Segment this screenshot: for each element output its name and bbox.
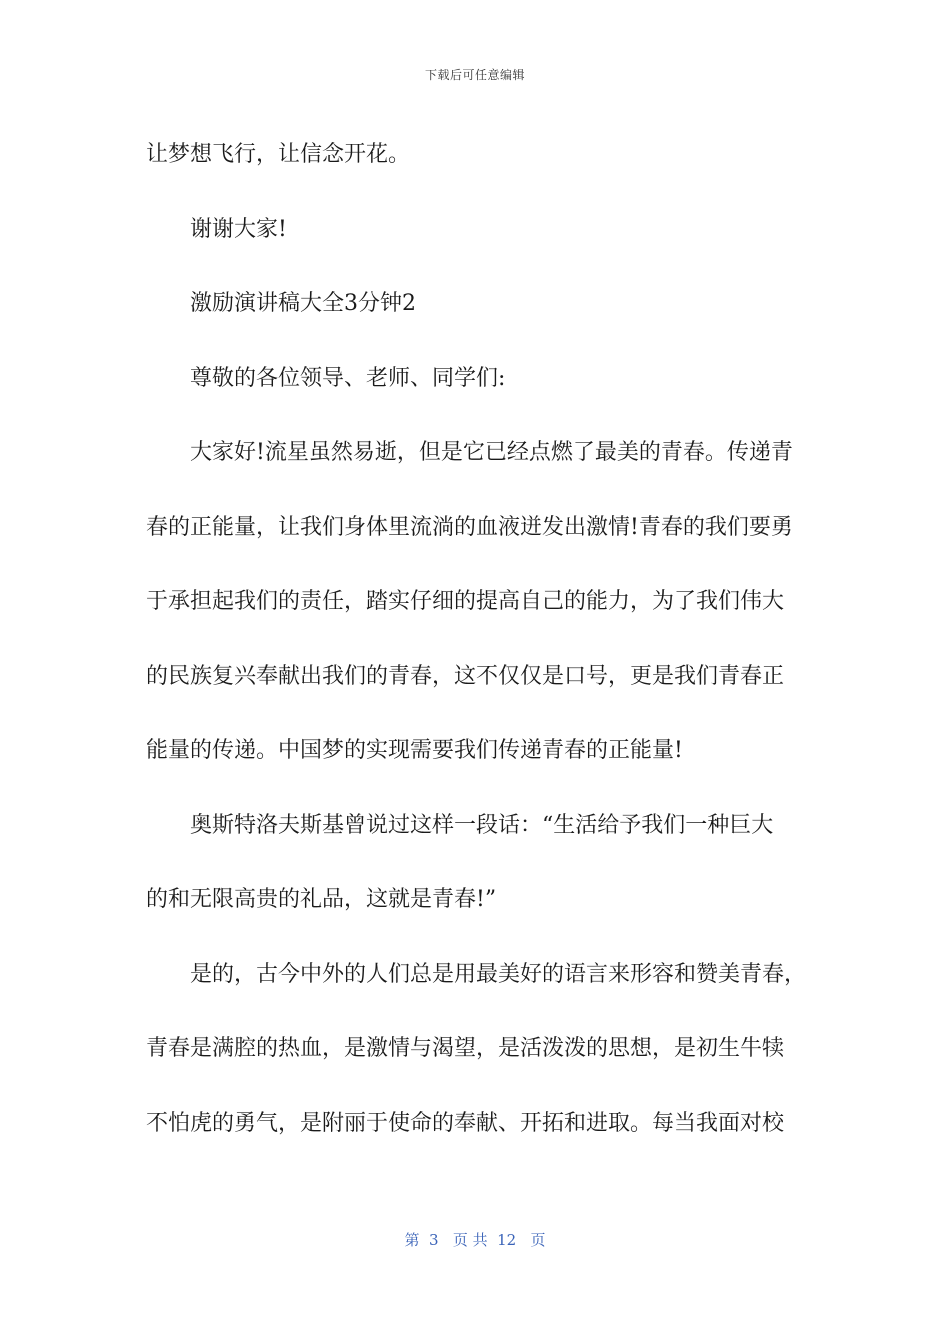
document-body (146, 118, 806, 1161)
text-line: 的和无限高贵的礼品，这就是青春!” (146, 887, 497, 912)
section-title: 激励演讲稿大全3分钟2 (190, 291, 416, 316)
text-line: 青春是满腔的热血，是激情与渴望，是活泼泼的思想，是初生牛犊 (146, 1036, 785, 1061)
text-line: 奥斯特洛夫斯基曾说过这样一段话：“生活给予我们一种巨大 (190, 812, 774, 838)
text-line: 能量的传递。中国梦的实现需要我们传递青春的正能量! (146, 738, 683, 763)
text-line: 大家好!流星虽然易逝，但是它已经点燃了最美的青春。传递青 (190, 440, 793, 465)
text-line: 春的正能量，让我们身体里流淌的血液迸发出激情!青春的我们要勇 (146, 514, 793, 540)
page-number-footer: 第 3 页 共 12 页 (404, 1231, 546, 1249)
text-line: 不怕虎的勇气，是附丽于使命的奉献、开拓和进取。每当我面对校 (146, 1110, 785, 1136)
text-line: 的民族复兴奉献出我们的青春，这不仅仅是口号，更是我们青春正 (146, 663, 785, 689)
text-line: 谢谢大家! (190, 216, 287, 242)
text-line: 让梦想飞行，让信念开花。 (146, 142, 411, 167)
text-line: 是的，古今中外的人们总是用最美好的语言来形容和赞美青春， (190, 961, 807, 987)
page-header: 下载后可任意编辑 (424, 68, 525, 82)
salutation: 尊敬的各位领导、老师、同学们: (190, 365, 506, 391)
text-line: 于承担起我们的责任，踏实仔细的提高自己的能力，为了我们伟大 (146, 589, 785, 614)
